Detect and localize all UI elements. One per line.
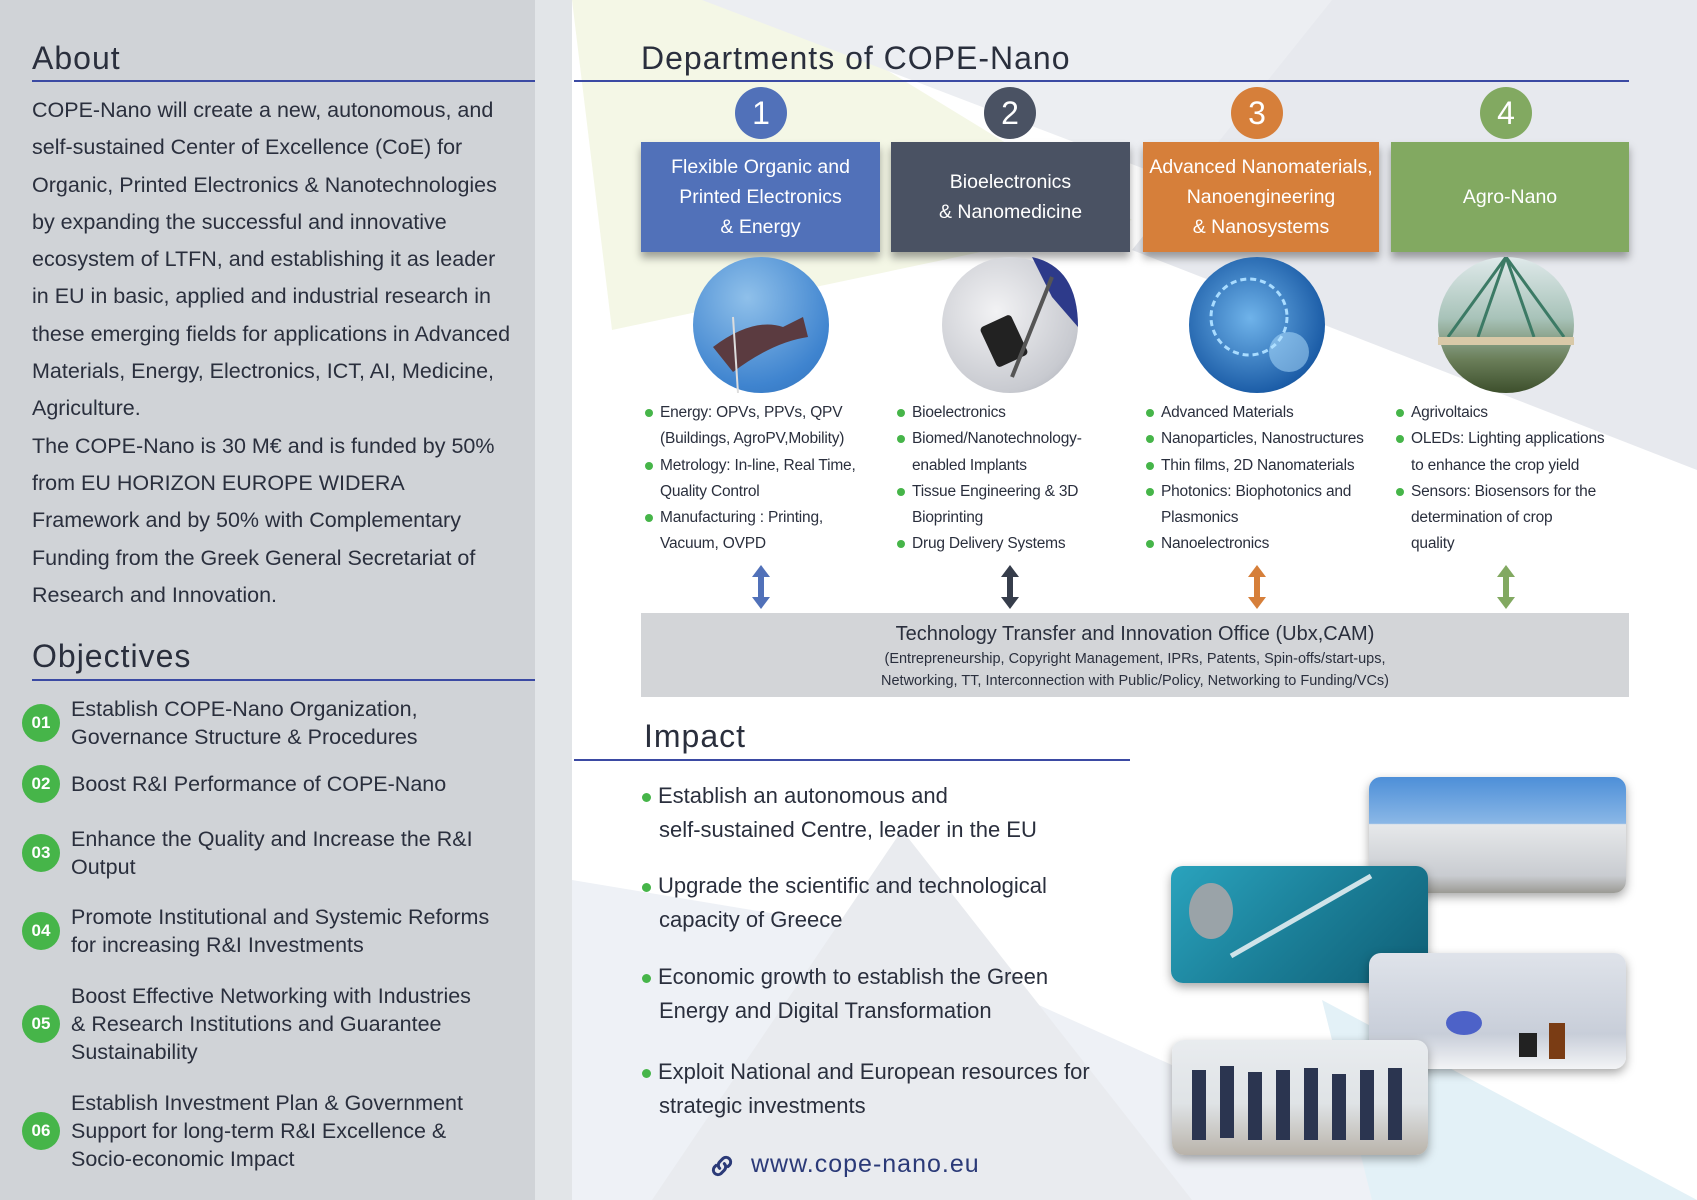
about-rule [32, 80, 535, 82]
objective-item [22, 982, 532, 1066]
department-number-badge: 1 [735, 87, 787, 139]
department-bullet-line: OLEDs: Lighting applications [1411, 430, 1605, 448]
dept4-arrow-icon [1496, 565, 1516, 609]
impact-title: Impact [644, 718, 747, 754]
about-text [32, 92, 510, 614]
department-bullet-line: Vacuum, OVPD [660, 535, 766, 553]
objective-number-badge: 04 [22, 912, 60, 950]
department-bullet [1146, 531, 1364, 557]
department-bullet-line: Nanoelectronics [1161, 535, 1270, 553]
about-line: in EU in basic, applied and industrial research in [32, 284, 491, 309]
impact-item [642, 779, 1037, 847]
objective-line: Sustainability [71, 1040, 198, 1064]
objective-number-badge: 06 [22, 1112, 60, 1150]
objectives-rule [32, 679, 535, 681]
department-title-line: Agro-Nano [1462, 186, 1558, 208]
bullet-icon [642, 1069, 651, 1078]
flexible-solar-film-icon [693, 257, 829, 393]
department-bullet-line: Sensors: Biosensors for the [1411, 482, 1596, 500]
objective-line: Support for long-term R&I Excellence & [71, 1119, 447, 1143]
department-bullet-line: determination of crop [1411, 509, 1553, 527]
department-title-box [641, 142, 880, 252]
objective-item [22, 825, 532, 881]
tech-transfer-box [641, 613, 1629, 697]
objective-number-badge: 01 [22, 704, 60, 742]
department-title-box [1391, 142, 1629, 252]
impact-item [642, 960, 1048, 1028]
about-line: Research and Innovation. [32, 582, 278, 607]
department-bullet-line: Tissue Engineering & 3D [912, 482, 1079, 500]
objective-line: & Research Institutions and Guarantee [71, 1012, 442, 1036]
department-bullet-line: Quality Control [660, 482, 760, 500]
impact-text: self-sustained Centre, leader in the EU [659, 817, 1037, 842]
department-bullet-line: quality [1411, 535, 1455, 553]
objective-line: Boost R&I Performance of COPE-Nano [71, 772, 447, 796]
department-title [1463, 182, 1557, 212]
department-title-line: Flexible Organic and [671, 156, 850, 178]
objective-line: Governance Structure & Procedures [71, 725, 418, 749]
department-title [671, 152, 850, 242]
department-title-box [1143, 142, 1379, 252]
department-bullet-line: to enhance the crop yield [1411, 456, 1580, 474]
department-bullet-line: Bioelectronics [912, 404, 1006, 421]
department-title-box [891, 142, 1130, 252]
objective-line: Socio-economic Impact [71, 1147, 295, 1171]
greenhouse-icon [1438, 257, 1574, 393]
department-bullet-line: Bioprinting [912, 509, 984, 527]
department-bullet [897, 479, 1082, 532]
about-title: About [32, 40, 121, 76]
objective-line: Establish COPE-Nano Organization, [71, 697, 418, 721]
objective-item [22, 770, 532, 798]
impact-line [642, 779, 1037, 813]
department-bullet-list [645, 400, 856, 558]
department-bullet-line: Nanoparticles, Nanostructures [1161, 430, 1364, 448]
impact-text: Energy and Digital Transformation [659, 998, 992, 1023]
about-line: Framework and by 50% with Complementary [32, 508, 461, 533]
about-line: by expanding the successful and innovative [32, 209, 447, 234]
dept4-photo-greenhouse [1438, 257, 1574, 393]
department-title [1149, 152, 1372, 242]
implant-chip-icon [942, 257, 1078, 393]
department-bullet [1146, 426, 1364, 452]
department-bullet-line: enabled Implants [912, 456, 1027, 474]
impact-text: Exploit National and European resources for [658, 1059, 1090, 1084]
about-line: COPE-Nano will create a new, autonomous, and [32, 98, 494, 122]
department-title-line: & Nanosystems [1192, 216, 1330, 238]
department-number-badge: 3 [1231, 87, 1283, 139]
objective-line: Enhance the Quality and Increase the R&I [71, 827, 473, 851]
objective-item [22, 695, 532, 751]
departments-rule [574, 80, 1629, 82]
impact-text: strategic investments [659, 1093, 866, 1118]
impact-line [642, 960, 1048, 994]
impact-text: capacity of Greece [659, 907, 843, 932]
about-line: these emerging fields for applications in Advanced [32, 321, 511, 346]
objective-number-badge: 03 [22, 834, 60, 872]
about-line: Organic, Printed Electronics & Nanotechnologies [32, 172, 497, 197]
objective-line: Establish Investment Plan & Government [71, 1091, 463, 1115]
department-bullet-line: Thin films, 2D Nanomaterials [1161, 456, 1355, 474]
objective-item [22, 903, 532, 959]
objective-number-badge: 02 [22, 765, 60, 803]
department-bullet [1146, 453, 1364, 479]
website-link[interactable]: www.cope-nano.eu [751, 1150, 980, 1178]
tech-transfer-line1: (Entrepreneurship, Copyright Management, IPRs, Patents, Spin-offs/start-ups, [884, 651, 1386, 667]
objective-text [71, 903, 489, 959]
about-line: The COPE-Nano is 30 M€ and is funded by 50% [32, 433, 495, 458]
department-bullet [897, 531, 1082, 557]
objective-line: Output [71, 855, 136, 879]
department-bullet-list [1146, 400, 1364, 558]
team-photo [1172, 1040, 1428, 1155]
bullet-icon [642, 974, 651, 983]
department-bullet [645, 505, 856, 558]
department-bullet-line: Plasmonics [1161, 509, 1239, 527]
department-title-line: Advanced Nanomaterials, [1149, 156, 1373, 178]
department-bullet-line: Photonics: Biophotonics and [1161, 482, 1352, 500]
department-bullet [1146, 400, 1364, 426]
objectives-title: Objectives [32, 638, 192, 674]
dept3-photo-fullerene [1189, 257, 1325, 393]
department-bullet [645, 453, 856, 506]
divider-strip [535, 0, 572, 1200]
dept2-arrow-icon [1000, 565, 1020, 609]
department-bullet [897, 400, 1082, 426]
bullet-icon [642, 883, 651, 892]
department-bullet [645, 400, 856, 453]
department-bullet [1396, 426, 1604, 479]
impact-item [642, 1055, 1090, 1123]
about-line: self-sustained Center of Excellence (CoE) for [32, 135, 463, 160]
objective-text [71, 770, 446, 798]
department-number-badge: 2 [984, 87, 1036, 139]
link-icon [708, 1152, 736, 1180]
impact-text: Upgrade the scientific and technological [658, 873, 1047, 898]
impact-text: Economic growth to establish the Green [658, 964, 1049, 989]
dept3-arrow-icon [1247, 565, 1267, 609]
objective-line: Boost Effective Networking with Industries [71, 984, 471, 1008]
dept1-arrow-icon [751, 565, 771, 609]
department-bullet-list [1396, 400, 1604, 558]
impact-line [642, 1055, 1090, 1089]
objective-text [71, 1089, 463, 1173]
department-bullet [897, 426, 1082, 479]
department-bullet-line: Metrology: In-line, Real Time, [660, 456, 856, 474]
about-line: Funding from the Greek General Secretariat of [32, 545, 476, 570]
impact-item [642, 869, 1047, 937]
department-bullet-line: Agrivoltaics [1411, 404, 1488, 421]
departments-title: Departments of COPE-Nano [641, 40, 1071, 76]
department-bullet [1146, 479, 1364, 532]
department-bullet-line: Advanced Materials [1161, 404, 1294, 421]
dept2-photo-tweezers [942, 257, 1078, 393]
department-number-badge: 4 [1480, 87, 1532, 139]
bullet-icon [642, 793, 651, 802]
department-title [939, 167, 1082, 227]
about-line: Materials, Energy, Electronics, ICT, AI, Medicine, [32, 359, 495, 384]
about-line: ecosystem of LTFN, and establishing it as leader [32, 247, 496, 272]
department-bullet-list [897, 400, 1082, 558]
about-line: Agriculture. [32, 396, 141, 421]
objective-line: for increasing R&I Investments [71, 933, 364, 957]
molecule-icon [1189, 257, 1325, 393]
department-bullet [1396, 400, 1604, 426]
impact-text: Establish an autonomous and [658, 783, 948, 808]
department-title-line: Printed Electronics [679, 186, 842, 208]
objective-text [71, 695, 418, 751]
impact-rule [574, 759, 1130, 761]
objective-text [71, 825, 473, 881]
department-title-line: & Nanomedicine [938, 201, 1083, 223]
about-line: from EU HORIZON EUROPE WIDERA [32, 470, 405, 495]
objective-line: Promote Institutional and Systemic Reforms [71, 905, 490, 929]
department-bullet [1396, 479, 1604, 558]
department-title-line: Bioelectronics [949, 171, 1072, 193]
tech-transfer-line2: Networking, TT, Interconnection with Public/Policy, Networking to Funding/VCs) [881, 673, 1389, 689]
department-bullet-line: (Buildings, AgroPV,Mobility) [660, 430, 845, 448]
dept1-photo-solar-flags [693, 257, 829, 393]
objective-item [22, 1089, 532, 1173]
objective-number-badge: 05 [22, 1005, 60, 1043]
objective-text [71, 982, 471, 1066]
department-bullet-line: Biomed/Nanotechnology- [912, 430, 1082, 448]
department-bullet-line: Drug Delivery Systems [912, 535, 1066, 553]
impact-line [642, 869, 1047, 903]
department-bullet-line: Manufacturing : Printing, [660, 509, 824, 527]
team-people-icon [1172, 1040, 1428, 1155]
department-bullet-line: Energy: OPVs, PPVs, QPV [660, 404, 843, 421]
department-title-line: Nanoengineering [1186, 186, 1336, 208]
department-title-line: & Energy [720, 216, 801, 238]
tech-transfer-title: Technology Transfer and Innovation Office (Ubx,CAM) [895, 623, 1375, 645]
